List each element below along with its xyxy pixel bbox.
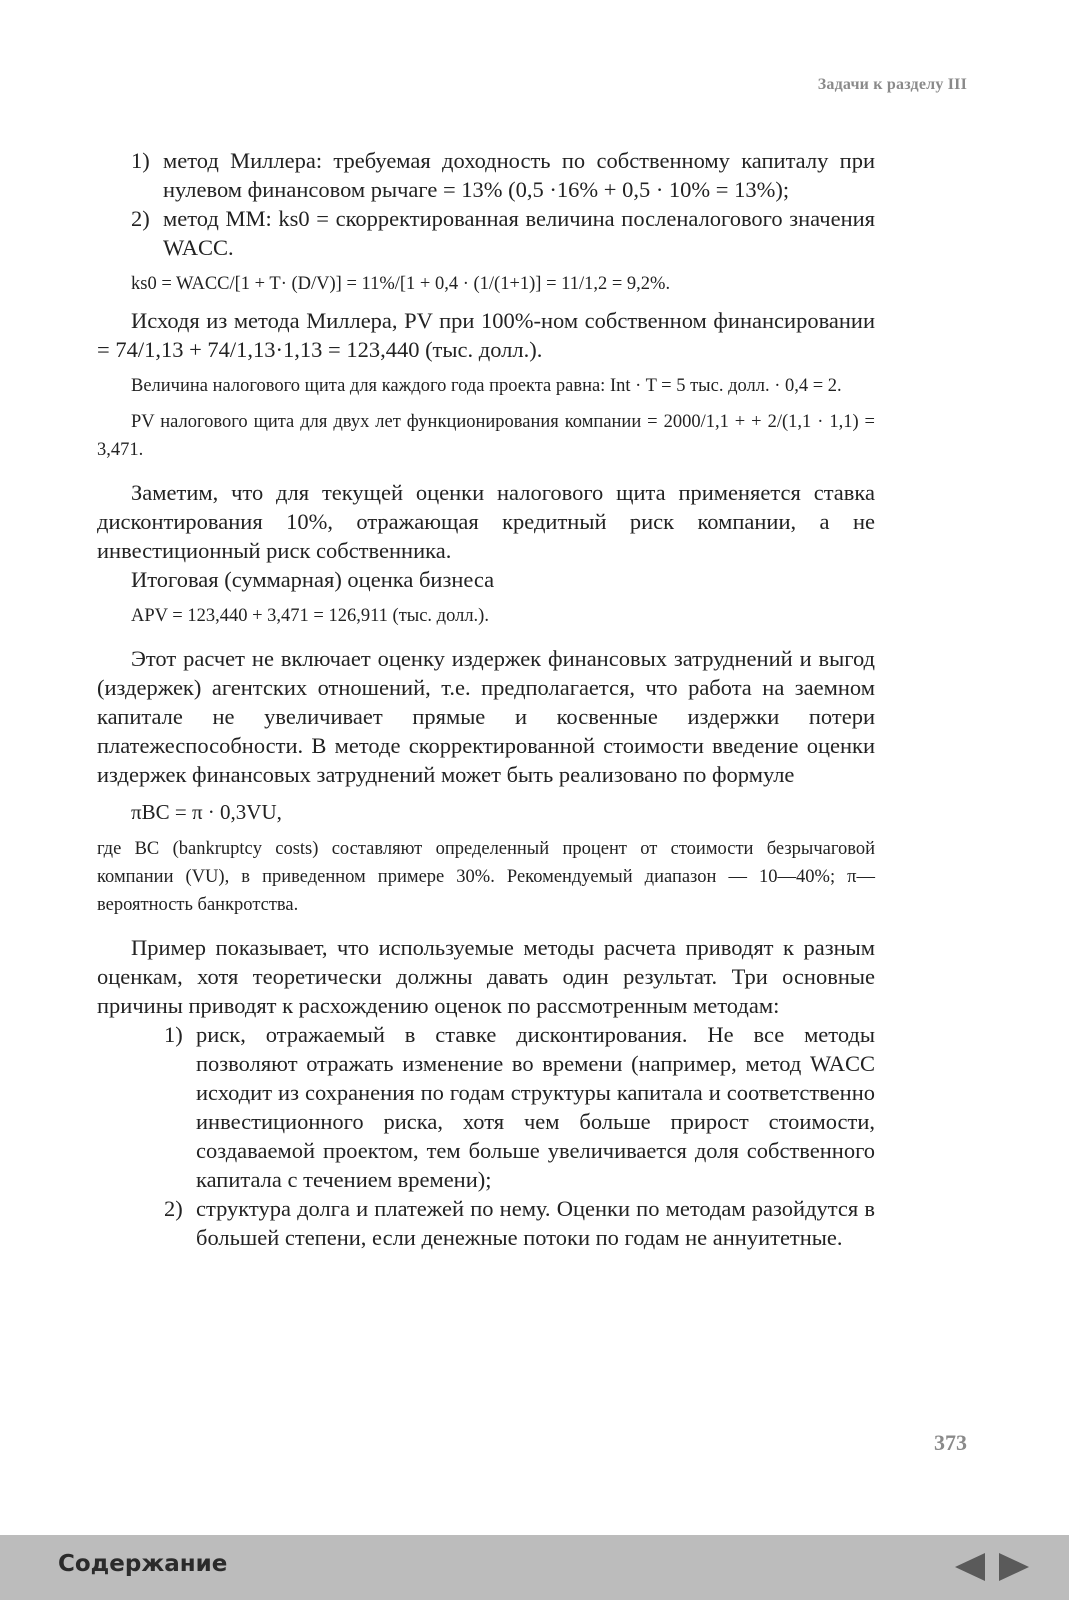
list-item [131, 146, 875, 204]
paragraph-bc-definition: где BC (bankruptcy costs) составляют определенный процент от стоимости безрычаговой компании (VU), в приведенном примере 30%. Рекомендуемый диапазон — 10—40%; π— вероятность банкротства. [97, 839, 875, 915]
list-item [164, 1020, 875, 1194]
page-header: Задачи к разделу III [817, 76, 967, 93]
footer-bar [0, 1535, 1069, 1600]
next-page-button[interactable] [997, 1551, 1031, 1588]
paragraph-miller: Исходя из метода Миллера, PV при 100%-ном собственном финансировании = 74/1,13 + 74/1,13·1,13 = 123,440 (тыс. долл.). [97, 308, 875, 362]
page-content [97, 146, 875, 1252]
method-list [97, 146, 875, 262]
list-number: 1) [164, 1022, 183, 1047]
list-item [131, 204, 875, 262]
formula-ks0: ks0 = WACC/[1 + T· (D/V)] = 11%/[1 + 0,4 · (1/(1+1)] = 11/1,2 = 9,2%. [131, 274, 671, 294]
list-text: метод ММ: ks0 = скорректированная величина посленалогового значения WACC. [163, 206, 875, 260]
table-of-contents-link[interactable]: Содержание [58, 1551, 228, 1577]
paragraph-example: Пример показывает, что используемые методы расчета приводят к разным оценкам, хотя теоретически должны давать один результат. Три основные причины приводят к расхождению оценок по рассмотренным методам: [97, 935, 875, 1018]
page-number: 373 [934, 1430, 967, 1455]
list-text: метод Миллера: требуемая доходность по собственному капиталу при нулевом финансовом рычаге = 13% (0,5 ·16% + 0,5 · 10% = 13%); [163, 148, 875, 202]
formula-bankruptcy-costs: πBC = π · 0,3VU, [131, 800, 282, 824]
list-number: 2) [131, 206, 150, 231]
previous-page-button[interactable] [953, 1551, 987, 1588]
paragraph-discount-note: Заметим, что для текущей оценки налогового щита применяется ставка дисконтирования 10%, отражающая кредитный риск компании, а не инвестиционный риск собственника. [97, 480, 875, 563]
formula-apv: APV = 123,440 + 3,471 = 126,911 (тыс. долл.). [131, 606, 489, 626]
reasons-list [97, 1020, 875, 1252]
paragraph-pv-tax-shield: PV налогового щита для двух лет функционирования компании = 2000/1,1 + + 2/(1,1 · 1,1) = 3,471. [97, 412, 875, 460]
list-text: риск, отражаемый в ставке дисконтирования. Не все методы позволяют отражать изменение во времени (например, метод WACC исходит из сохранения по годам структуры капитала и соответственно инвестиционного риска, хотя чем больше прирост стоимости, создаваемой проектом, тем больше увеличивается доля собственного капитала с течением времени); [196, 1022, 875, 1192]
list-text: структура долга и платежей по нему. Оценки по методам разойдутся в большей степени, если денежные потоки по годам не аннуитетные. [196, 1196, 875, 1250]
paragraph-total-valuation: Итоговая (суммарная) оценка бизнеса [131, 567, 495, 592]
paragraph-distress-costs: Этот расчет не включает оценку издержек финансовых затруднений и выгод (издержек) агентских отношений, т.е. предполагается, что работа на заемном капитале не увеличивает прямые и косвенные издержки потери платежеспособности. В методе скорректированной стоимости введение оценки издержек финансовых затруднений может быть реализовано по формуле [97, 646, 875, 787]
list-number: 1) [131, 148, 150, 173]
list-item [164, 1194, 875, 1252]
paragraph-tax-shield: Величина налогового щита для каждого года проекта равна: Int · T = 5 тыс. долл. · 0,4 = 2. [131, 376, 842, 396]
triangle-right-icon [997, 1570, 1031, 1587]
list-number: 2) [164, 1196, 183, 1221]
triangle-left-icon [953, 1570, 987, 1587]
